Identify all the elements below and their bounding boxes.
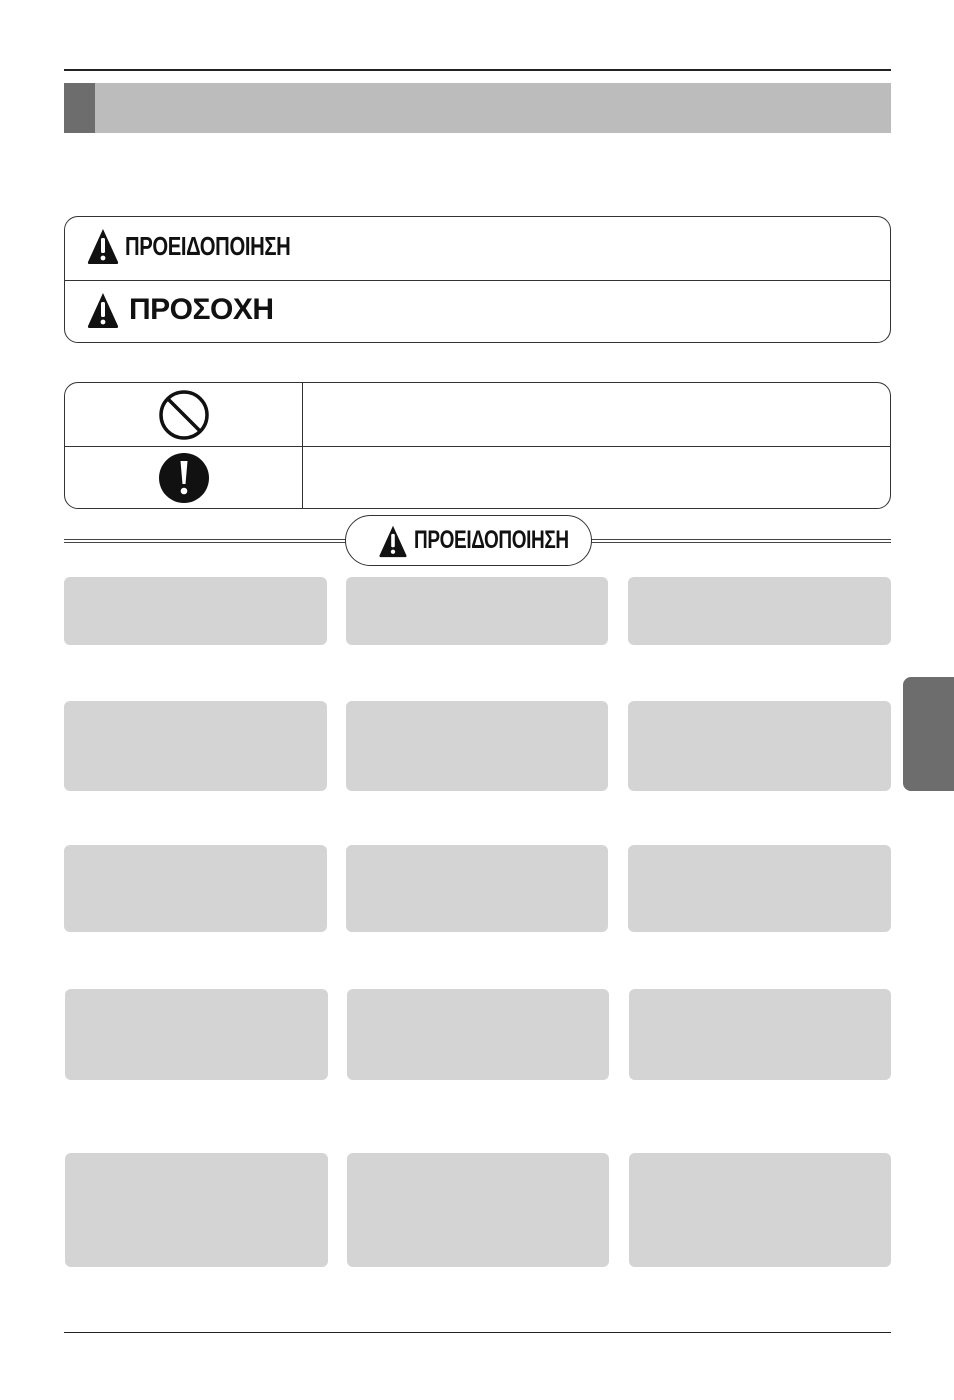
section-title-bar — [64, 83, 891, 133]
illustration-card — [629, 1153, 891, 1267]
symbol-row-prohibition — [65, 383, 890, 447]
illustration-card — [64, 845, 327, 932]
illustration-card — [628, 577, 891, 645]
mandatory-action-icon — [157, 451, 211, 505]
caution-label: ΠΡΟΣΟΧΗ — [129, 293, 274, 326]
caution-triangle-icon — [86, 291, 120, 329]
warning-triangle-icon — [86, 227, 120, 265]
section-rule-right — [591, 539, 891, 543]
illustration-card — [346, 845, 608, 932]
caution-row — [65, 280, 890, 343]
warning-triangle-icon — [376, 524, 410, 558]
illustration-card — [64, 577, 327, 645]
language-side-tab — [903, 677, 954, 791]
section-title-marker — [64, 83, 95, 133]
illustration-card — [346, 577, 608, 645]
signal-word-box — [64, 216, 891, 343]
section-rule-left — [64, 539, 347, 543]
illustration-card — [65, 989, 328, 1080]
warning-section-label: ΠΡΟΕΙΔΟΠΟΙΗΣΗ — [414, 526, 569, 554]
symbol-column-divider — [302, 383, 303, 509]
illustration-card — [628, 845, 891, 932]
warning-row — [65, 217, 890, 281]
illustration-card — [628, 701, 891, 791]
symbol-legend-box — [64, 382, 891, 509]
prohibition-icon — [157, 388, 211, 442]
symbol-row-mandatory — [65, 446, 890, 509]
illustration-card — [347, 989, 609, 1080]
illustration-card — [65, 1153, 328, 1267]
illustration-card — [64, 701, 327, 791]
warning-label: ΠΡΟΕΙΔΟΠΟΙΗΣΗ — [125, 231, 291, 261]
warning-section-heading — [345, 515, 592, 566]
illustration-card — [629, 989, 891, 1080]
illustration-card — [346, 701, 608, 791]
illustration-card — [347, 1153, 609, 1267]
bottom-rule — [64, 1332, 891, 1333]
top-rule — [64, 69, 891, 71]
